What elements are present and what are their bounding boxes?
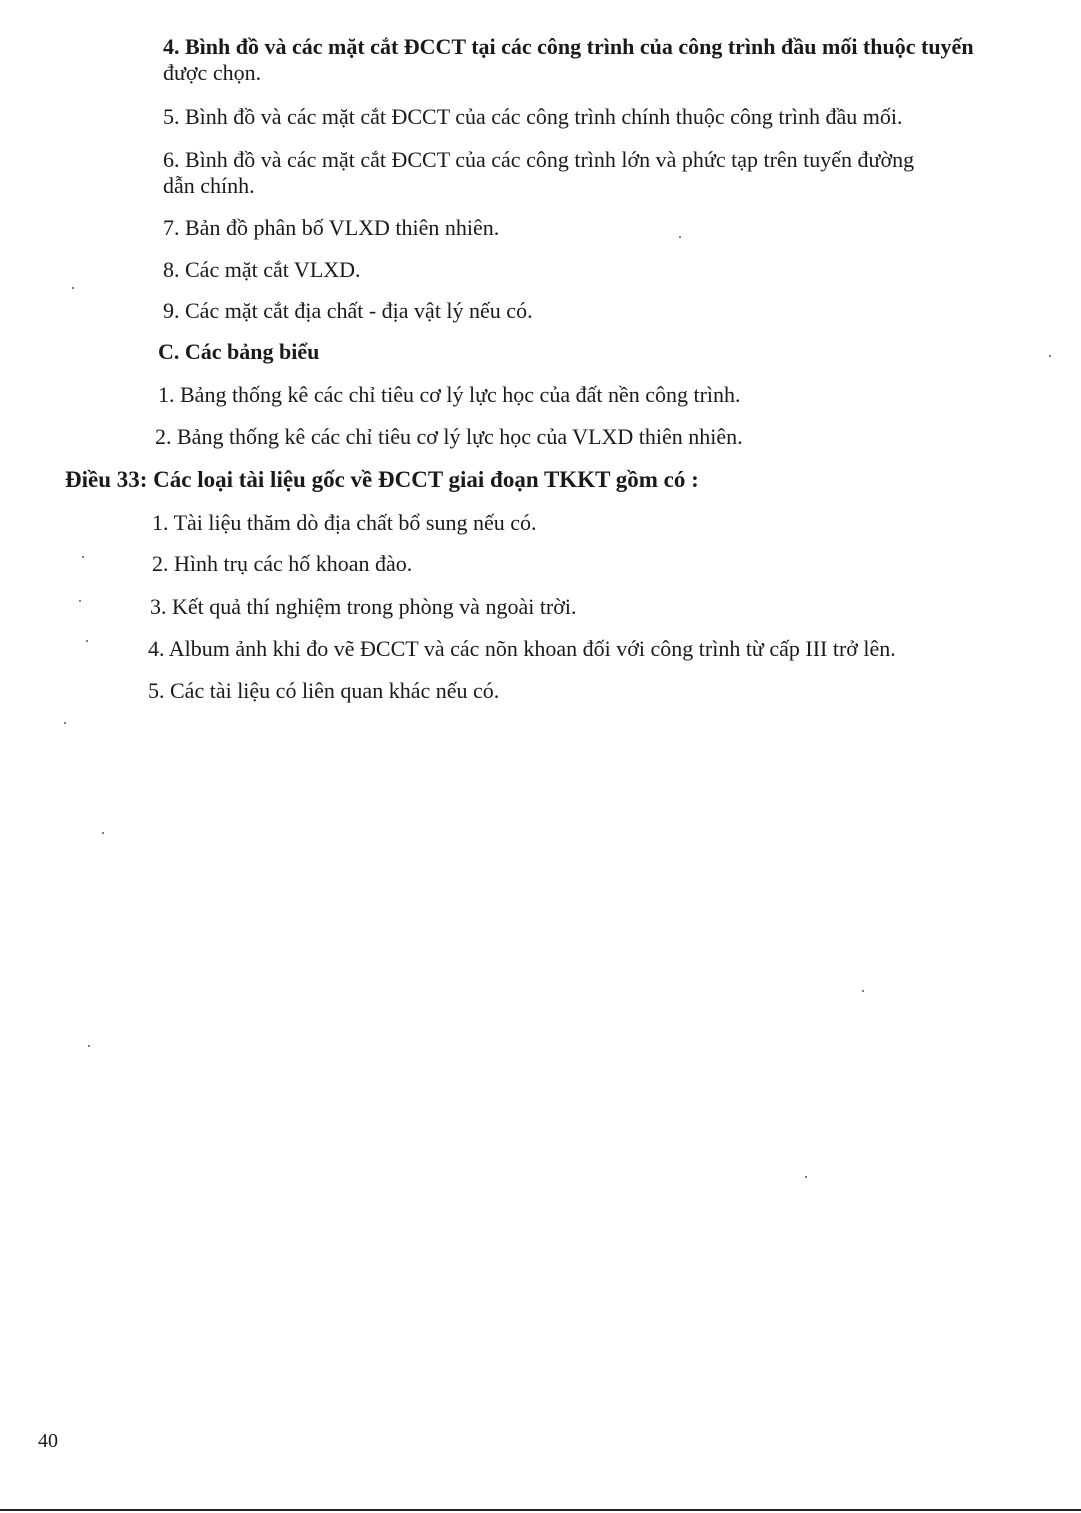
article-33-item-5: 5. Các tài liệu có liên quan khác nếu có. <box>148 678 500 703</box>
scan-speck <box>82 556 84 558</box>
item-b4-line1: 4. Bình đồ và các mặt cắt ĐCCT tại các công trình của công trình đầu mối thuộc tuyến <box>163 34 974 59</box>
page-number: 40 <box>38 1430 58 1452</box>
item-b6-line1: 6. Bình đồ và các mặt cắt ĐCCT của các công trình lớn và phức tạp trên tuyến đường <box>163 147 915 172</box>
scan-speck <box>1049 355 1051 357</box>
scan-speck <box>88 1045 90 1047</box>
scan-speck <box>679 236 681 238</box>
section-c-title: C. Các bảng biểu <box>158 339 320 364</box>
article-33-heading: Điều 33: Các loại tài liệu gốc về ĐCCT giai đoạn TKKT gồm có : <box>65 467 699 492</box>
section-c-item-1: 1. Bảng thống kê các chỉ tiêu cơ lý lực học của đất nền công trình. <box>158 382 741 407</box>
article-33-item-2: 2. Hình trụ các hố khoan đào. <box>152 551 413 576</box>
article-33-item-4: 4. Album ảnh khi đo vẽ ĐCCT và các nõn khoan đối với công trình từ cấp III trở lên. <box>148 636 896 661</box>
scan-speck <box>72 287 74 289</box>
scan-speck <box>102 832 104 834</box>
item-b5: 5. Bình đồ và các mặt cắt ĐCCT của các công trình chính thuộc công trình đầu mối. <box>163 104 903 129</box>
item-b9: 9. Các mặt cắt địa chất - địa vật lý nếu có. <box>163 298 533 323</box>
bottom-rule <box>0 1509 1081 1511</box>
item-b6-line2: dẫn chính. <box>163 173 255 198</box>
scan-speck <box>862 990 864 992</box>
item-b4-line2: được chọn. <box>163 60 262 85</box>
article-33-item-1: 1. Tài liệu thăm dò địa chất bổ sung nếu có. <box>152 510 537 535</box>
scan-speck <box>805 1176 807 1178</box>
item-b7: 7. Bản đồ phân bố VLXD thiên nhiên. <box>163 215 500 240</box>
item-b8: 8. Các mặt cắt VLXD. <box>163 257 361 282</box>
article-33-item-3: 3. Kết quả thí nghiệm trong phòng và ngoài trời. <box>150 594 577 619</box>
section-c-item-2: 2. Bảng thống kê các chỉ tiêu cơ lý lực học của VLXD thiên nhiên. <box>155 424 743 449</box>
scan-speck <box>64 722 66 724</box>
scan-speck <box>79 600 81 602</box>
scan-speck <box>86 640 88 642</box>
